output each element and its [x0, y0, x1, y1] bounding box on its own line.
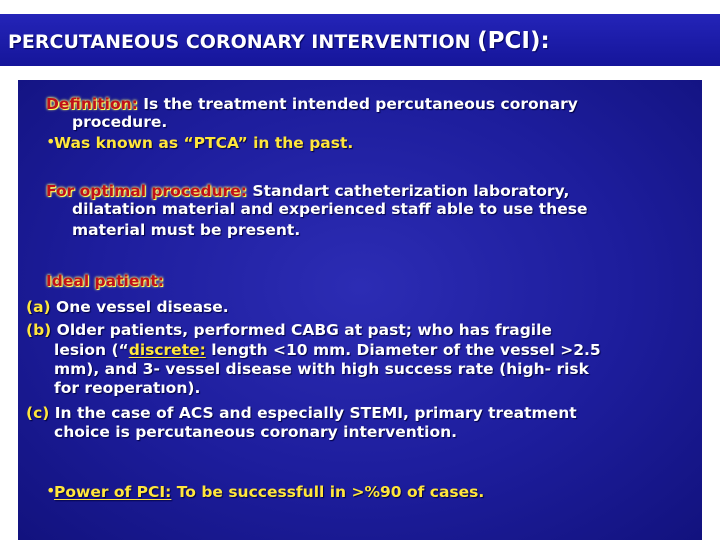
ideal-a [26, 298, 229, 316]
ideal-c-2: choice is percutaneous coronary intervention. [54, 423, 458, 441]
power-label: Power of PCI: [54, 483, 172, 501]
ideal-b-2 [54, 341, 601, 359]
marker-b: (b) [26, 321, 52, 339]
content-panel [18, 80, 702, 540]
title-bar [0, 14, 720, 66]
optimal-line-3: material must be present. [72, 221, 301, 239]
optimal-line-2: dilatation material and experienced staff able to use these [72, 200, 588, 218]
ideal-c-1 [26, 404, 577, 422]
definition-label: Definition: [46, 95, 138, 113]
optimal-label: For optimal procedure: [46, 182, 248, 200]
ideal-b-4: for reoperatıon). [54, 379, 201, 397]
ideal-b-1 [26, 321, 552, 339]
bullet-icon: • [46, 481, 56, 500]
ideal-label: Ideal patient: [46, 272, 164, 290]
ideal-a-text: One vessel disease. [50, 298, 229, 316]
slide-title [8, 28, 550, 55]
definition-line-1 [46, 95, 578, 113]
definition-text-1: Is the treatment intended percutaneous coronary [137, 95, 578, 113]
title-main: PERCUTANEOUS CORONARY INTERVENTION [8, 31, 471, 53]
ideal-b-text-1: Older patients, performed CABG at past; who has fragile [51, 321, 552, 339]
ideal-b-text-2-post: length <10 mm. Diameter of the vessel >2.5 [205, 341, 601, 359]
definition-line-2: procedure. [72, 113, 168, 131]
ideal-label-line [46, 272, 164, 290]
bullet-icon: • [46, 132, 56, 151]
title-paren: (PCI): [477, 28, 550, 54]
power-text: To be successfull in >%90 of cases. [171, 483, 485, 501]
ptca-note: Was known as “PTCA” in the past. [54, 134, 354, 152]
optimal-text-1: Standart catheterization laboratory, [247, 182, 570, 200]
optimal-line-1 [46, 182, 569, 200]
power-line [54, 483, 484, 501]
marker-a: (a) [26, 298, 51, 316]
ideal-b-text-2-pre: lesion (“ [54, 341, 129, 359]
discrete-term: discrete: [128, 341, 206, 359]
ideal-b-3: mm), and 3- vessel disease with high success rate (high- risk [54, 360, 589, 378]
marker-c: (c) [26, 404, 50, 422]
ideal-c-text-1: In the case of ACS and especially STEMI, primary treatment [49, 404, 577, 422]
